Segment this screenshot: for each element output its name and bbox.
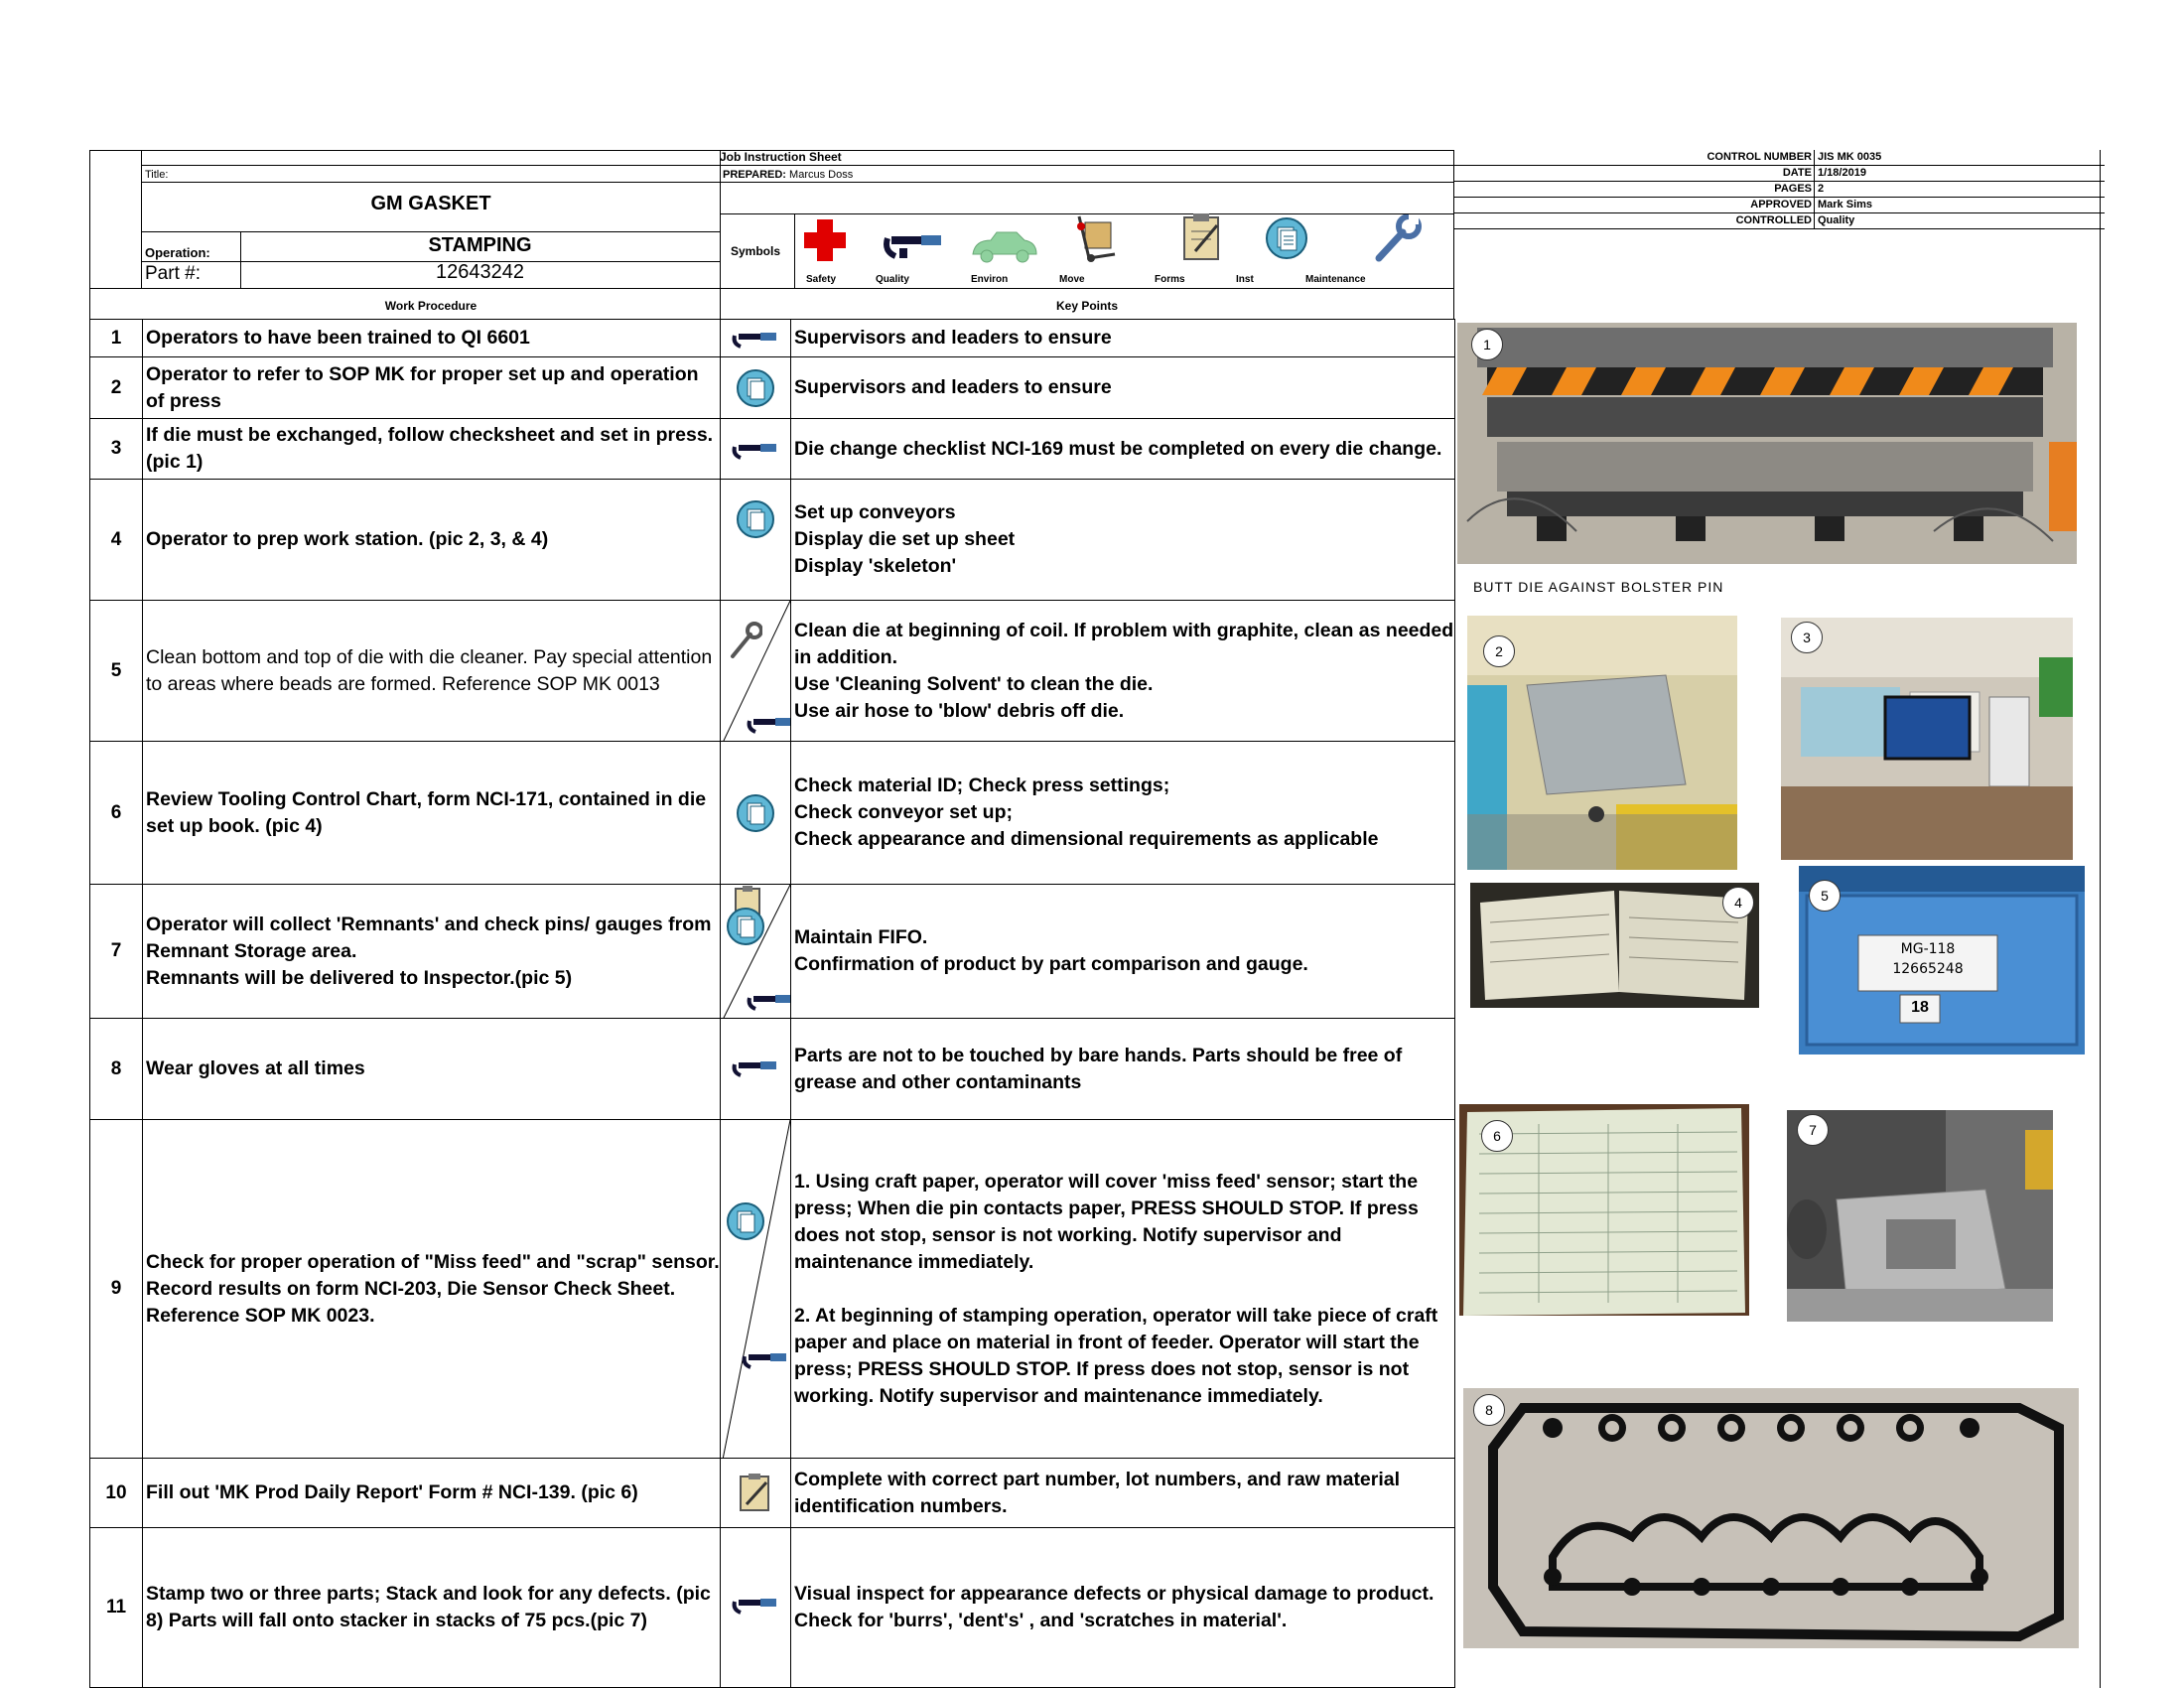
key-points-heading: Key Points xyxy=(1055,299,1118,313)
page-title: GM GASKET xyxy=(370,193,491,214)
operation-divider xyxy=(142,231,720,232)
right-page-border xyxy=(2100,229,2101,1688)
gasket-illustration xyxy=(1463,1388,2079,1648)
date-value: 1/18/2019 xyxy=(1818,167,1866,179)
symbol-label-safety: Safety xyxy=(806,274,837,285)
wrench-icon xyxy=(1373,214,1423,262)
control-row xyxy=(1454,150,2105,166)
controlled-row xyxy=(1454,213,2105,229)
symbol-label-maintenance: Maintenance xyxy=(1305,274,1366,285)
bin-label-number: 18 xyxy=(1911,999,1929,1016)
press-illustration xyxy=(1457,323,2077,564)
pages-row xyxy=(1454,182,2105,198)
approved-value: Mark Sims xyxy=(1818,199,1873,211)
step-key-point: Supervisors and leaders to ensure xyxy=(790,319,1455,357)
step-procedure: Wear gloves at all times xyxy=(142,1018,721,1120)
step-key-point: Supervisors and leaders to ensure xyxy=(790,356,1455,419)
prepared-row xyxy=(723,169,853,181)
bin-label-line-1: MG-118 xyxy=(1900,941,1956,957)
symbol-label-inst: Inst xyxy=(1236,274,1254,285)
control-right-border xyxy=(2100,150,2101,229)
step-procedure: Stamp two or three parts; Stack and look for any defects. (pic 8) Parts will fall onto stacker in stacks of 75 pcs.(pic 7) xyxy=(142,1527,721,1688)
picture-number-badge: 8 xyxy=(1473,1394,1505,1426)
part-number: 12643242 xyxy=(436,261,524,283)
pages-value: 2 xyxy=(1818,183,1825,195)
symbols-label: Symbols xyxy=(731,244,781,258)
step-procedure: Clean bottom and top of die with die cleaner. Pay special attention to areas where beads are formed. Reference SOP MK 0013 xyxy=(142,600,721,742)
stacker-illustration xyxy=(1787,1110,2053,1322)
picture-number-badge: 1 xyxy=(1471,329,1503,360)
step-symbol-cell xyxy=(720,1458,791,1528)
step-key-point: Visual inspect for appearance defects or physical damage to product. Check for 'burrs', 'dent's' , and 'scratches in material'. xyxy=(790,1527,1455,1688)
picture-1-press xyxy=(1457,323,2077,564)
control-col-divider xyxy=(1814,150,1815,229)
step-key-point: Check material ID; Check press settings; Check conveyor set up; Check appearance and dimensional requirements as applicable xyxy=(790,741,1455,885)
step-symbol-cell xyxy=(720,418,791,480)
approved-label: APPROVED xyxy=(1750,199,1812,211)
left-number-column-header xyxy=(89,150,142,289)
title-divider xyxy=(142,182,1454,183)
step-number: 4 xyxy=(89,479,143,601)
job-sheet-title: Job Instruction Sheet xyxy=(720,150,842,164)
step-procedure: Operators to have been trained to QI 6601 xyxy=(142,319,721,357)
step-number: 2 xyxy=(89,356,143,419)
date-row xyxy=(1454,166,2105,182)
prepared-by: Marcus Doss xyxy=(789,169,854,181)
step-number: 3 xyxy=(89,418,143,480)
step-symbol-cell xyxy=(720,479,791,601)
picture-number-badge: 6 xyxy=(1481,1120,1513,1152)
control-box xyxy=(1454,150,2105,231)
symbol-label-environ: Environ xyxy=(971,274,1009,285)
document-circle-icon xyxy=(736,368,775,408)
step-key-point: Complete with correct part number, lot numbers, and raw material identification numbers. xyxy=(790,1458,1455,1528)
step-symbol-cell xyxy=(720,600,791,742)
remnant-bin-illustration xyxy=(1799,866,2085,1055)
micrometer-icon xyxy=(731,328,780,350)
step-symbol-cell xyxy=(720,741,791,885)
picture-number-badge: 5 xyxy=(1809,880,1841,912)
micrometer-icon xyxy=(731,439,780,461)
part-label: Part #: xyxy=(145,263,201,284)
step-number: 6 xyxy=(89,741,143,885)
step-number: 8 xyxy=(89,1018,143,1120)
micrometer-icon xyxy=(746,990,791,1012)
step-procedure: Operator to prep work station. (pic 2, 3, & 4) xyxy=(142,479,721,601)
picture-6-daily-report xyxy=(1459,1104,1749,1316)
step-number: 1 xyxy=(89,319,143,357)
setup-book-illustration xyxy=(1470,883,1759,1008)
micrometer-icon xyxy=(731,1594,780,1616)
step-number: 11 xyxy=(89,1527,143,1688)
green-car-icon xyxy=(969,226,1040,266)
document-circle-icon xyxy=(736,793,775,833)
step-symbol-cell xyxy=(720,1018,791,1120)
step-number: 5 xyxy=(89,600,143,742)
cell-split-line xyxy=(721,1120,791,1459)
micrometer-icon xyxy=(882,226,945,266)
picture-number-badge: 7 xyxy=(1797,1114,1829,1146)
control-number-value: JIS MK 0035 xyxy=(1818,151,1882,163)
prepared-label: PREPARED: xyxy=(723,169,786,181)
pages-label: PAGES xyxy=(1774,183,1812,195)
step-number: 10 xyxy=(89,1458,143,1528)
step-key-point: Maintain FIFO. Confirmation of product by part comparison and gauge. xyxy=(790,884,1455,1019)
picture-number-badge: 2 xyxy=(1483,635,1515,667)
controlled-label: CONTROLLED xyxy=(1735,214,1812,226)
micrometer-icon xyxy=(746,713,791,735)
step-number: 9 xyxy=(89,1119,143,1459)
approved-row xyxy=(1454,198,2105,213)
step-symbol-cell xyxy=(720,356,791,419)
picture-8-gasket xyxy=(1463,1388,2079,1648)
step-key-point: Die change checklist NCI-169 must be completed on every die change. xyxy=(790,418,1455,480)
step-procedure: Fill out 'MK Prod Daily Report' Form # NCI-139. (pic 6) xyxy=(142,1458,721,1528)
step-key-point: Set up conveyors Display die set up sheet Display 'skeleton' xyxy=(790,479,1455,601)
picture-number-badge: 4 xyxy=(1722,887,1754,918)
step-symbol-cell xyxy=(720,319,791,357)
work-procedure-heading: Work Procedure xyxy=(384,299,478,313)
control-number-label: CONTROL NUMBER xyxy=(1706,151,1812,163)
symbol-label-quality: Quality xyxy=(876,274,909,285)
step-procedure: Operator to refer to SOP MK for proper set up and operation of press xyxy=(142,356,721,419)
step-key-point: 1. Using craft paper, operator will cover 'miss feed' sensor; start the press; When die pin contacts paper, PRESS SHOULD STOP. If press does not stop, sensor is not working. Notify supervisor and maintenance immediately. 2. At beginning of stamping operation, operator will take piece of craft paper and place on material in front of feeder. Operator will start the press; PRESS SHOULD STOP. If press does not stop, sensor is not working. Notify supervisor and maintenance immediately. xyxy=(790,1119,1455,1459)
picture-2-workstation xyxy=(1467,616,1737,870)
picture-1-caption: BUTT DIE AGAINST BOLSTER PIN xyxy=(1473,579,1724,595)
clipboard-icon xyxy=(1181,211,1223,261)
symbols-label-divider xyxy=(794,213,795,289)
symbol-label-forms: Forms xyxy=(1155,274,1185,285)
step-key-point: Parts are not to be touched by bare hands. Parts should be free of grease and other contaminants xyxy=(790,1018,1455,1120)
picture-4-setup-book xyxy=(1470,883,1759,1008)
step-key-point: Clean die at beginning of coil. If problem with graphite, clean as needed in addition. Use 'Cleaning Solvent' to clean the die. Use air hose to 'blow' debris off die. xyxy=(790,600,1455,742)
step-procedure: Review Tooling Control Chart, form NCI-171, contained in die set up book. (pic 4) xyxy=(142,741,721,885)
step-symbol-cell xyxy=(720,884,791,1019)
step-number: 7 xyxy=(89,884,143,1019)
hand-truck-icon xyxy=(1075,214,1119,264)
title-col-divider xyxy=(720,150,721,289)
header-divider xyxy=(142,165,1454,166)
step-symbol-cell xyxy=(720,1527,791,1688)
operation-value: STAMPING xyxy=(428,234,532,256)
date-label: DATE xyxy=(1782,167,1812,179)
controlled-value: Quality xyxy=(1818,214,1855,226)
step-procedure: If die must be exchanged, follow checksheet and set in press. (pic 1) xyxy=(142,418,721,480)
micrometer-icon xyxy=(731,1056,780,1078)
operation-label: Operation: xyxy=(145,245,210,260)
clipboard-icon xyxy=(739,1473,772,1512)
title-label: Title: xyxy=(145,169,169,181)
step-procedure: Check for proper operation of "Miss feed" and "scrap" sensor. Record results on form NCI-203, Die Sensor Check Sheet. Reference SOP MK 0023. xyxy=(142,1119,721,1459)
document-circle-icon xyxy=(1265,216,1308,260)
picture-5-remnant-bin xyxy=(1799,866,2085,1055)
step-procedure: Operator will collect 'Remnants' and check pins/ gauges from Remnant Storage area. Remnants will be delivered to Inspector.(pic 5) xyxy=(142,884,721,1019)
picture-number-badge: 3 xyxy=(1791,622,1823,653)
micrometer-icon xyxy=(741,1348,790,1370)
document-circle-icon xyxy=(736,499,775,539)
symbol-label-move: Move xyxy=(1059,274,1085,285)
red-cross-icon xyxy=(802,217,848,263)
picture-3-computer-station xyxy=(1781,618,2073,860)
picture-7-stacker xyxy=(1787,1110,2053,1322)
step-symbol-cell xyxy=(720,1119,791,1459)
computer-station-illustration xyxy=(1781,618,2073,860)
bin-label-line-2: 12665248 xyxy=(1892,961,1964,977)
